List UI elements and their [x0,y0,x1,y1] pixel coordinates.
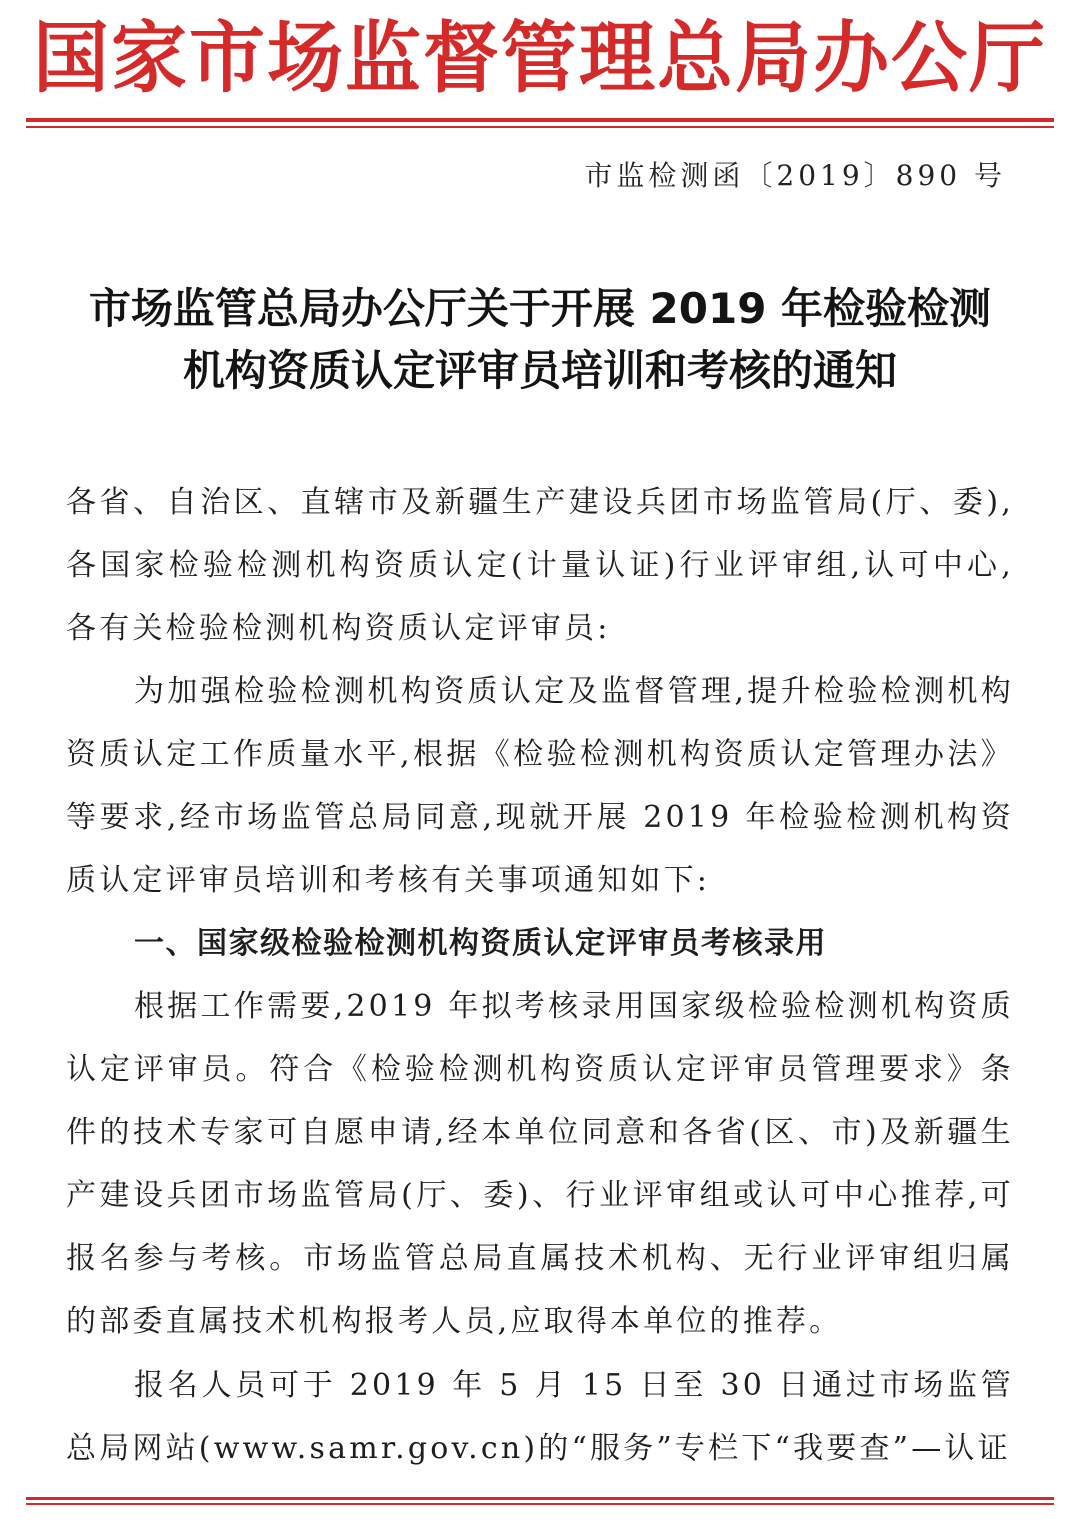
document-number: 市监检测函〔2019〕890 号 [584,159,1006,192]
section-heading-1: 一、国家级检验检测机构资质认定评审员考核录用 [134,926,827,961]
masthead [0,10,1080,110]
section1-paragraph-1: 根据工作需要,2019 年拟考核录用国家级检验检测机构资质认定评审员。符合《检验检测机构资质认定评审员管理要求》条件的技术专家可自愿申请,经本单位同意和各省(区、市)及新疆生产建设兵团市场监管局(厅、委)、行业评审组或认可中心推荐,可报名参与考核。市场监管总局直属技术机构、无行业评审组归属的部委直属技术机构报考人员,应取得本单位的推荐。 [66,989,1014,1339]
footer-rule-thin [26,1503,1054,1505]
footer-rule-thick [26,1497,1054,1500]
masthead-rule-thick [26,118,1054,122]
section1-paragraph-2: 报名人员可于 2019 年 5 月 15 日至 30 日通过市场监管总局网站(www.samr.gov.cn)的“服务”专栏下“我要查”—认证 [66,1368,1014,1466]
agency-name: 国家市场监督管理总局办公厅 [33,12,1047,103]
document-title-line2: 机构资质认定评审员培训和考核的通知 [182,346,897,395]
document-title-line1: 市场监管总局办公厅关于开展 2019 年检验检测 [88,284,992,333]
document-title [60,278,1020,402]
salutation-paragraph: 各省、自治区、直辖市及新疆生产建设兵团市场监管局(厅、委),各国家检验检测机构资质认定(计量认证)行业评审组,认可中心,各有关检验检测机构资质认定评审员: [66,485,1014,646]
intro-paragraph: 为加强检验检测机构资质认定及监督管理,提升检验检测机构资质认定工作质量水平,根据《检验检测机构资质认定管理办法》等要求,经市场监管总局同意,现就开展 2019 年检验检测机构资质认定评审员培训和考核有关事项通知如下: [66,674,1014,898]
masthead-rule-thin [26,126,1054,128]
